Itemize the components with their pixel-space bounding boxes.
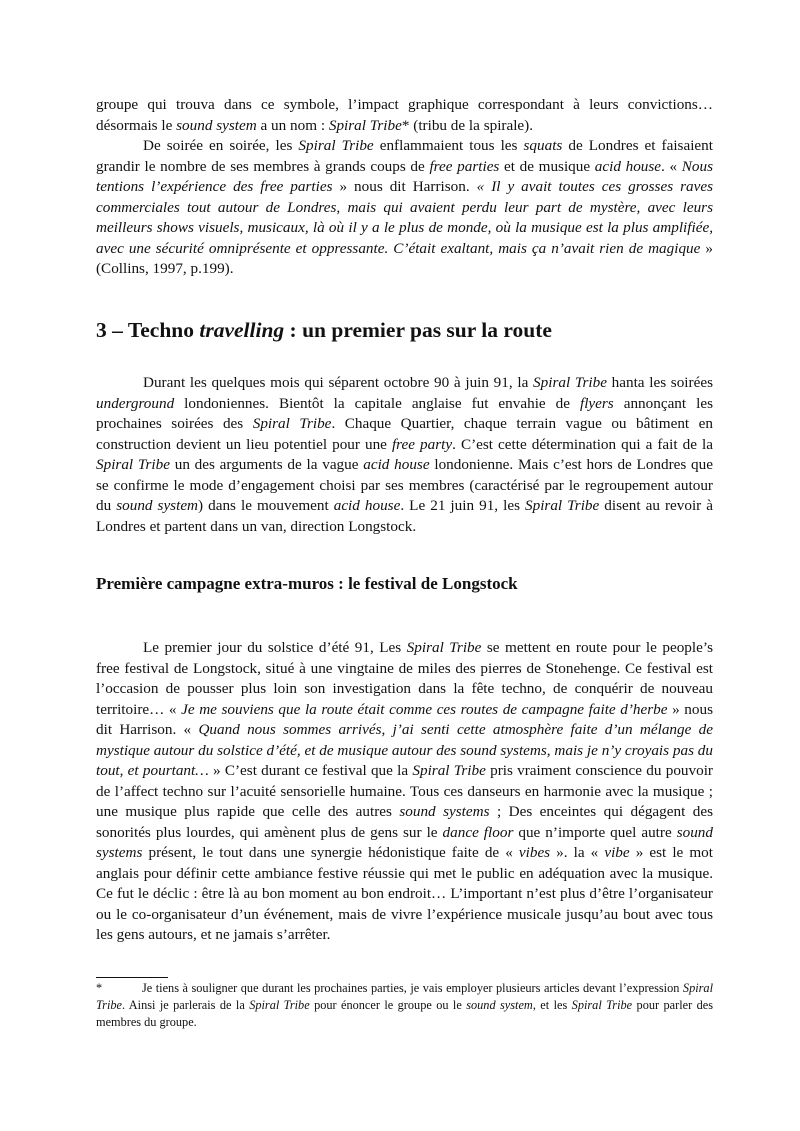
italic-text-run: sound system	[466, 998, 533, 1012]
footnote	[96, 980, 713, 1031]
italic-text-run: squats	[523, 137, 563, 154]
italic-text-run: Quand nous sommes arrivés, j’ai senti cette atmosphère faite d’un mélange de mystique autour du solstice d’été, et de musique autour des sound systems, mais je n’y croyais pas du tout, et pourtant…	[96, 721, 713, 779]
text-run: pris vraiment conscience du pouvoir de l’affect techno sur l’acuité sensorielle humaine. Tous ces danseurs en harmonie avec la musique ; une musique plus rapide que celle des autres	[96, 762, 713, 820]
text-run: . Ainsi je parlerais de la	[121, 998, 250, 1012]
italic-text-run: Je me souviens que la route était comme ces routes de campagne faite d’herbe	[181, 700, 668, 718]
italic-text-run: Spiral Tribe	[96, 981, 713, 1012]
section-heading-techno-travelling	[96, 317, 716, 343]
italic-text-run: flyers	[579, 394, 614, 412]
subsection-heading-longstock: Première campagne extra-muros : le festival de Longstock	[96, 574, 518, 593]
italic-text-run: Spiral Tribe	[96, 456, 170, 473]
text-run: ; Des enceintes qui dégagent des sonorités plus lourdes, qui amènent plus de gens sur le	[96, 803, 714, 841]
italic-text-run: acid house	[333, 497, 401, 514]
italic-text-run: dance floor	[442, 823, 514, 841]
text-run: . Chaque Quartier, chaque terrain vague ou bâtiment en construction devient un lieu potentiel pour une	[96, 415, 713, 453]
italic-text-run: sound system	[116, 497, 199, 514]
text-run: présent, le tout dans une synergie hédonistique faite de «	[142, 844, 519, 861]
text-run: De soirée en soirée, les	[143, 137, 299, 154]
italic-text-run: free parties	[429, 157, 500, 175]
text-run: Le premier jour du solstice d’été 91, Les	[143, 639, 407, 656]
text-run: pour parler des membres du groupe.	[96, 998, 713, 1029]
text-run: ». la «	[550, 844, 605, 861]
text-run: » C’est durant ce festival que la	[208, 762, 413, 779]
footnote-text	[96, 981, 713, 1029]
italic-text-run: acid house	[363, 456, 430, 473]
text-run: se mettent en route pour le people’s free festival de Longstock, situé à une vingtaine de miles des pierres de Stonehenge. Ce festival est l’occasion de pousser plus loin son investigation dans la fête techno, de conquérir de nouveau territoire… «	[96, 639, 713, 718]
italic-text-run: free party	[391, 435, 453, 453]
paragraph-solstice	[96, 638, 713, 946]
footnote-separator	[96, 977, 168, 978]
text-run: un des arguments de la vague	[169, 456, 364, 473]
text-run: enflammaient tous les	[373, 137, 524, 154]
text-run: » nous dit Harrison.	[332, 178, 477, 195]
text-run: . Le 21 juin 91, les	[400, 497, 526, 514]
italic-text-run: Spiral Tribe	[571, 998, 633, 1012]
text-run: londoniennes. Bientôt la capitale anglaise fut envahie de	[174, 394, 580, 412]
paragraph-intro	[96, 95, 713, 136]
text-run: ) dans le mouvement	[198, 497, 334, 514]
text-run: annonçant les prochaines soirées des	[96, 394, 713, 432]
text-run: 3 – Techno	[96, 318, 200, 342]
text-run: Durant les quelques mois qui séparent octobre 90 à juin 91, la	[143, 374, 534, 391]
text-run: a un nom :	[256, 116, 329, 134]
italic-text-run: Nous tentions l’expérience des free parties	[96, 157, 713, 195]
italic-text-run: vibes	[518, 844, 551, 861]
footnote-marker: *	[96, 981, 103, 995]
italic-text-run: Spiral Tribe	[249, 998, 310, 1012]
text-run: * (tribu de la spirale).	[401, 116, 534, 134]
italic-text-run: « Il y avait toutes ces grosses raves commerciales tout autour de Londres, mais qui avaient perdu leur part de mystère, avec leurs meilleurs shows visuels, musicaux, là où il y a le plus de monde, où la musique est la plus amplifiée, avec une sécurité omniprésente et oppressante. C’était exaltant, mais ça n’avait rien de magique	[96, 178, 713, 257]
text-run: , et les	[532, 998, 572, 1012]
text-run: . C’est cette détermination qui a fait de la	[452, 435, 713, 453]
italic-text-run: Spiral Tribe	[298, 137, 374, 154]
italic-text-run: Spiral Tribe	[328, 116, 402, 134]
italic-text-run: sound systems	[96, 823, 713, 861]
text-run: hanta les soirées	[606, 374, 713, 391]
italic-text-run: Spiral Tribe	[525, 497, 600, 514]
text-run: groupe qui trouva dans ce symbole, l’impact graphique correspondant à leurs convictions… désormais le	[96, 96, 713, 134]
text-run: londonienne. Mais c’est hors de Londres que se confirme le mode d’engagement choisi par ses membres (caractérisé par le regroupement autour du	[96, 456, 713, 514]
text-run: que n’importe quel autre	[513, 823, 677, 841]
italic-text-run: underground	[96, 394, 175, 412]
text-run: disent au revoir à Londres et partent dans un van, direction Longstock.	[96, 497, 713, 535]
italic-text-run: Spiral Tribe	[252, 415, 332, 432]
text-run: Je tiens à souligner que durant les prochaines parties, je vais employer plusieurs articles devant l’expression	[142, 981, 683, 995]
italic-text-run: vibe	[604, 844, 630, 861]
text-run: » nous dit Harrison. «	[96, 700, 713, 738]
text-run: . «	[661, 157, 682, 175]
italic-text-run: Spiral Tribe	[533, 374, 607, 391]
text-run: » est le mot anglais pour définir cette ambiance festive réussie qui met le public en adéquation avec la musique. Ce fut le déclic : être là au bon moment au bon endroit… L’important n’est plus d’être l’organisateur ou le co-organisateur d’un événement, mais de vivre l’expérience musicale jusqu’au bout avec tous les gens autours, et ne jamais s’arrêter.	[96, 844, 713, 943]
text-run: pour énoncer le groupe ou le	[309, 998, 467, 1012]
paragraph-soirees	[96, 136, 713, 280]
italic-text-run: Spiral Tribe	[412, 762, 486, 779]
italic-text-run: travelling	[199, 318, 285, 342]
text-run: » (Collins, 1997, p.199).	[96, 239, 714, 277]
text-run: : un premier pas sur la route	[284, 318, 552, 342]
italic-text-run: sound systems	[399, 803, 490, 820]
paragraph-octobre-juin	[96, 373, 713, 537]
italic-text-run: acid house	[594, 157, 662, 175]
italic-text-run: Spiral Tribe	[406, 639, 482, 656]
text-run: et de musique	[499, 157, 595, 175]
italic-text-run: sound system	[176, 116, 257, 134]
text-run: de Londres et faisaient grandir le nombre de ses membres à grands coups de	[96, 137, 713, 175]
